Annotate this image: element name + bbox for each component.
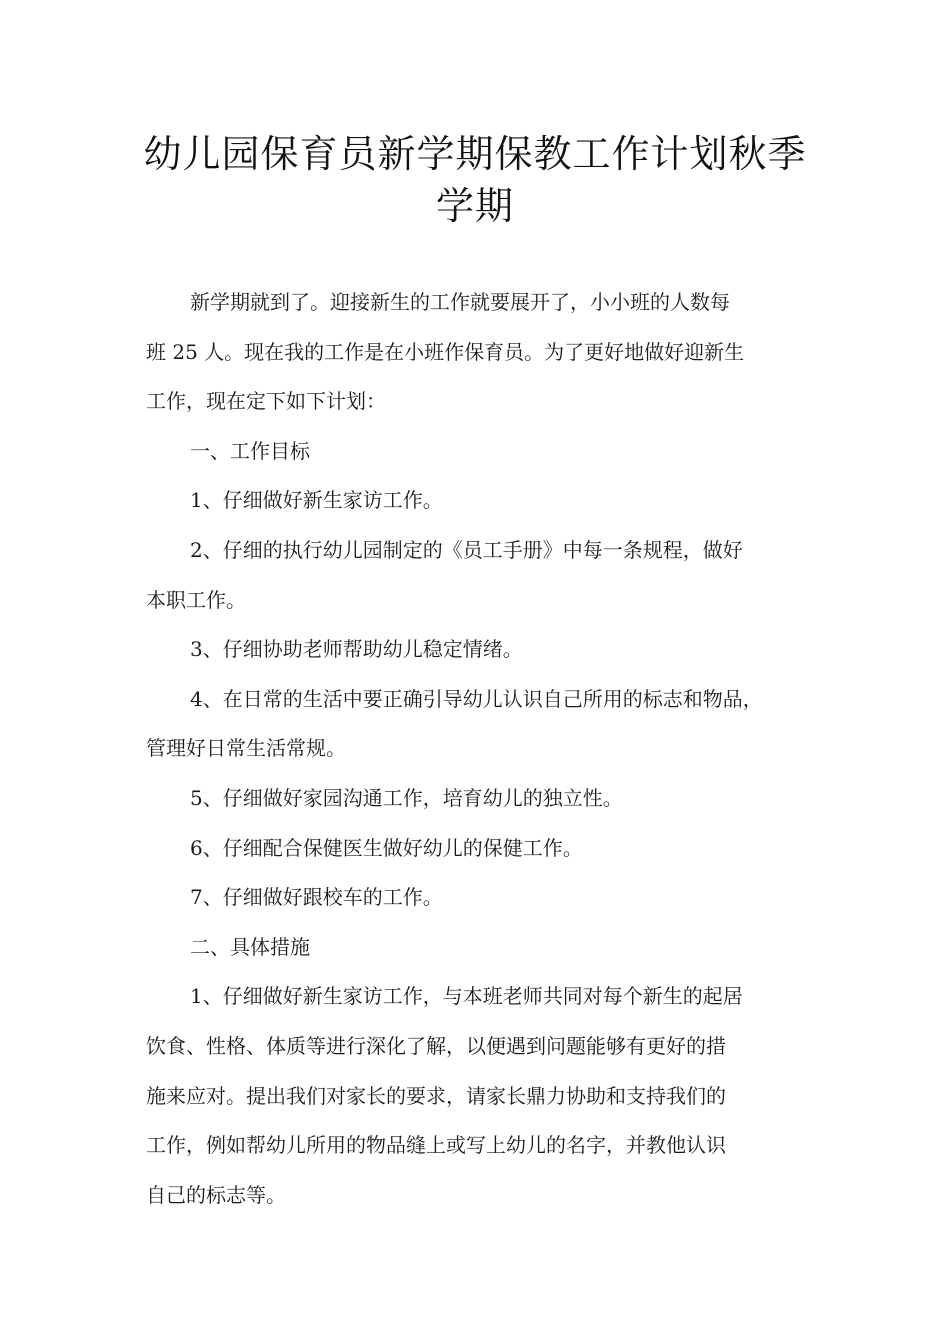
list-item: 4、在日常的生活中要正确引导幼儿认识自己所用的标志和物品， <box>190 686 763 711</box>
document-body <box>146 278 816 1220</box>
paragraph-line: 工作，现在定下如下计划： <box>146 389 386 414</box>
list-item-continuation: 饮食、性格、体质等进行深化了解，以便遇到问题能够有更好的措 <box>146 1033 726 1058</box>
document-title <box>140 128 810 232</box>
list-item: 1、仔细做好新生家访工作。 <box>190 488 443 513</box>
title-line-2: 学期 <box>435 184 514 228</box>
list-item: 5、仔细做好家园沟通工作，培育幼儿的独立性。 <box>190 785 623 810</box>
section-heading: 二、具体措施 <box>190 934 310 959</box>
title-line-1: 幼儿园保育员新学期保教工作计划秋季 <box>143 132 807 176</box>
list-item-continuation: 本职工作。 <box>146 587 246 612</box>
section-heading: 一、工作目标 <box>190 438 310 463</box>
list-item-continuation: 工作，例如帮幼儿所用的物品缝上或写上幼儿的名字，并教他认识 <box>146 1133 726 1158</box>
list-item: 3、仔细协助老师帮助幼儿稳定情绪。 <box>190 637 523 662</box>
list-item: 1、仔细做好新生家访工作，与本班老师共同对每个新生的起居 <box>190 984 743 1009</box>
list-item-continuation: 自己的标志等。 <box>146 1182 286 1207</box>
list-item: 6、仔细配合保健医生做好幼儿的保健工作。 <box>190 835 583 860</box>
list-item: 7、仔细做好跟校车的工作。 <box>190 885 443 910</box>
paragraph-line: 新学期就到了。迎接新生的工作就要展开了，小小班的人数每 <box>190 290 730 314</box>
list-item: 2、仔细的执行幼儿园制定的《员工手册》中每一条规程，做好 <box>190 537 743 562</box>
list-item-continuation: 管理好日常生活常规。 <box>146 736 346 761</box>
list-item-continuation: 施来应对。提出我们对家长的要求，请家长鼎力协助和支持我们的 <box>146 1083 726 1108</box>
paragraph-line: 班 25 人。现在我的工作是在小班作保育员。为了更好地做好迎新生 <box>146 339 745 364</box>
